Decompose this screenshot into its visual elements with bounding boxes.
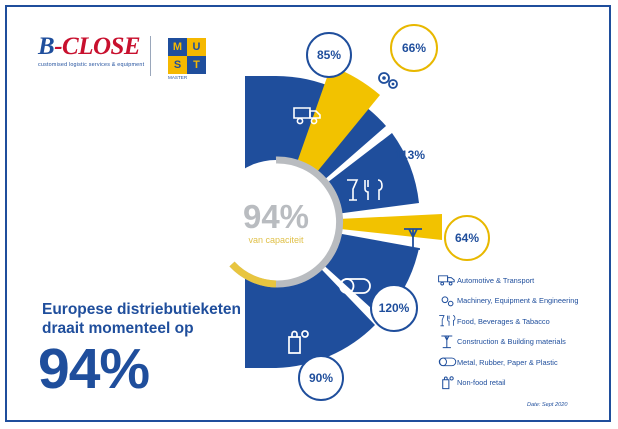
legend-item-machinery — [437, 291, 607, 312]
shopping-bag-icon — [437, 375, 457, 391]
shopping-bag-icon — [283, 328, 311, 356]
roll-icon — [437, 354, 457, 370]
legend — [437, 270, 607, 393]
logo-letter-b: B — [38, 33, 55, 60]
center-sublabel: van capaciteit — [248, 234, 304, 245]
legend-item-nonfood — [437, 373, 607, 394]
crane-icon — [401, 226, 427, 252]
legend-label-metal: Metal, Rubber, Paper & Plastic — [457, 357, 558, 367]
truck-icon — [293, 104, 323, 126]
logo-word-close: -CLOSE — [54, 33, 141, 60]
headline-line-1: Europese distriebutieketen — [42, 301, 241, 318]
segment-bubble-metal — [370, 284, 418, 332]
crane-icon — [437, 334, 457, 350]
legend-item-construction — [437, 332, 607, 353]
legend-date: Date: Sept 2020 — [527, 402, 568, 408]
segment-value-automotive: 85% — [316, 48, 342, 62]
logo-tagline: customised logistic services & equipment — [38, 62, 145, 68]
segment-value-construction: 64% — [454, 231, 480, 245]
segment-value-machinery: 66% — [401, 41, 427, 55]
brand-logo — [38, 34, 228, 82]
logo-divider — [150, 36, 151, 76]
segment-value-food: 113% — [395, 148, 426, 162]
legend-item-metal — [437, 352, 607, 373]
gears-icon — [375, 68, 401, 92]
truck-icon — [437, 272, 457, 288]
glass-cutlery-icon — [345, 178, 387, 204]
legend-label-nonfood: Non-food retail — [457, 378, 506, 388]
logo-mark-caption: MASTER — [168, 75, 188, 80]
legend-item-food — [437, 311, 607, 332]
headline-big-number: 94% — [38, 337, 150, 401]
logo-mark-letter-m: M — [168, 38, 187, 56]
segment-value-metal: 120% — [378, 301, 410, 315]
center-value: 94% — [242, 197, 310, 235]
legend-item-automotive — [437, 270, 607, 291]
legend-label-machinery: Machinery, Equipment & Engineering — [457, 296, 579, 306]
segment-bubble-nonfood — [298, 355, 344, 401]
legend-label-construction: Construction & Building materials — [457, 337, 566, 347]
legend-label-food: Food, Beverages & Tabacco — [457, 316, 550, 326]
center-capacity-indicator — [222, 168, 330, 276]
logo-mark-letter-t: T — [187, 56, 206, 74]
legend-label-automotive: Automotive & Transport — [457, 275, 535, 285]
master-logo-mark — [168, 38, 206, 74]
segment-bubble-automotive — [306, 32, 352, 78]
gears-icon — [437, 293, 457, 309]
logo-mark-letter-s: S — [173, 59, 182, 71]
segment-bubble-machinery — [390, 24, 438, 72]
headline-line-2: draait momenteel op — [42, 320, 194, 337]
roll-icon — [337, 276, 373, 302]
segment-value-nonfood: 90% — [308, 371, 334, 385]
logo-mark-letter-u: U — [192, 41, 201, 53]
segment-bubble-construction — [444, 215, 490, 261]
glass-cutlery-icon — [437, 313, 457, 329]
